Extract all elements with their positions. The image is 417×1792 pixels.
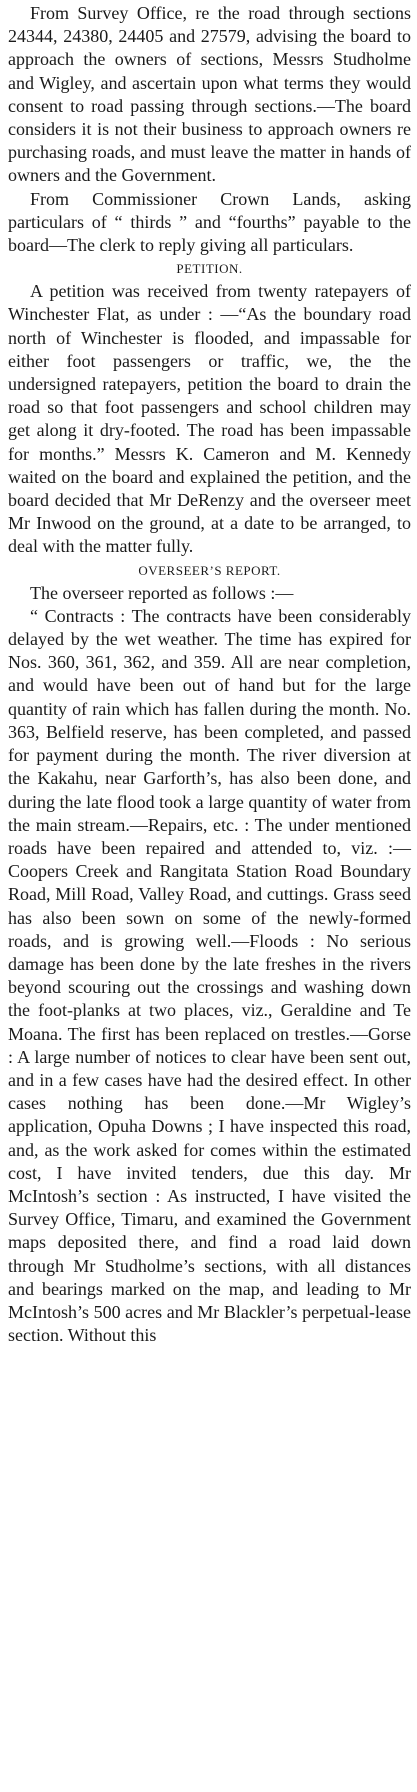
overseer-report-heading: OVERSEER’S REPORT.: [138, 562, 281, 578]
report-intro-paragraph: The overseer reported as follows :—: [30, 582, 294, 603]
crown-lands-paragraph: From Commissioner Crown Lands, asking particulars of “ thirds ” and “fourths” payable to the board—The clerk to reply giving all particulars.: [8, 188, 411, 256]
survey-office-paragraph: From Survey Office, re the road through sections 24344, 24380, 24405 and 27579, advising the board to approach the owners of sections, Messrs Studholme and Wigley, and ascertain upon what terms they would consent to road passing through sections.—The board considers it is not their business to approach owners re purchasing roads, and must leave the matter in hands of owners and the Government.: [8, 3, 411, 186]
petition-paragraph: A petition was received from twenty ratepayers of Winchester Flat, as under : —“As the boundary road north of Winchester is flooded, and impassable for either foot passengers or traffic, we, the the undersigned ratepayers, petition the board to drain the road so that foot passengers and school children may get along it dry-footed. The road has been impassable for months.” Messrs K. Cameron and M. Kennedy waited on the board and explained the petition, and the board decided that Mr DeRenzy and the overseer meet Mr Inwood on the ground, at a date to be arranged, to deal with the matter fully.: [8, 281, 411, 557]
report-body-paragraph: “ Contracts : The contracts have been considerably delayed by the wet weather. The time has expired for Nos. 360, 361, 362, and 359. All are near completion, and would have been out of hand but for the large quantity of rain which has fallen during the month. No. 363, Belfield reserve, has been completed, and passed for payment during the month. The river diversion at the Kakahu, near Garforth’s, has also been done, and during the late flood took a large quantity of water from the main stream.—Repairs, etc. : The under mentioned roads have been repaired and attended to, viz. :— Coopers Creek and Rangitata Station Road Boundary Road, Mill Road, Valley Road, and cuttings. Grass seed has also been sown on some of the newly-formed roads, and is growing well.—Floods : No serious damage has been done by the late freshes in the rivers beyond scouring out the crossings and washing down the foot-planks at two places, viz., Geraldine and Te Moana. The first has been replaced on trestles.—Gorse : A large number of notices to clear have been sent out, and in a few cases have had the desired effect. In other cases nothing has been done.—Mr Wigley’s application, Opuha Downs ; I have inspected this road, and, as the work asked for comes within the estimated cost, I have invited tenders, due this day. Mr McIntosh’s section : As instructed, I have visited the Survey Office, Timaru, and examined the Government maps deposited there, and find a road laid down through Mr Studholme’s sections, with all distances and bearings marked on the map, and leading to Mr McIntosh’s 500 acres and Mr Blackler’s perpetual-lease section. Without this: [8, 605, 411, 1346]
petition-heading: PETITION.: [176, 261, 243, 277]
